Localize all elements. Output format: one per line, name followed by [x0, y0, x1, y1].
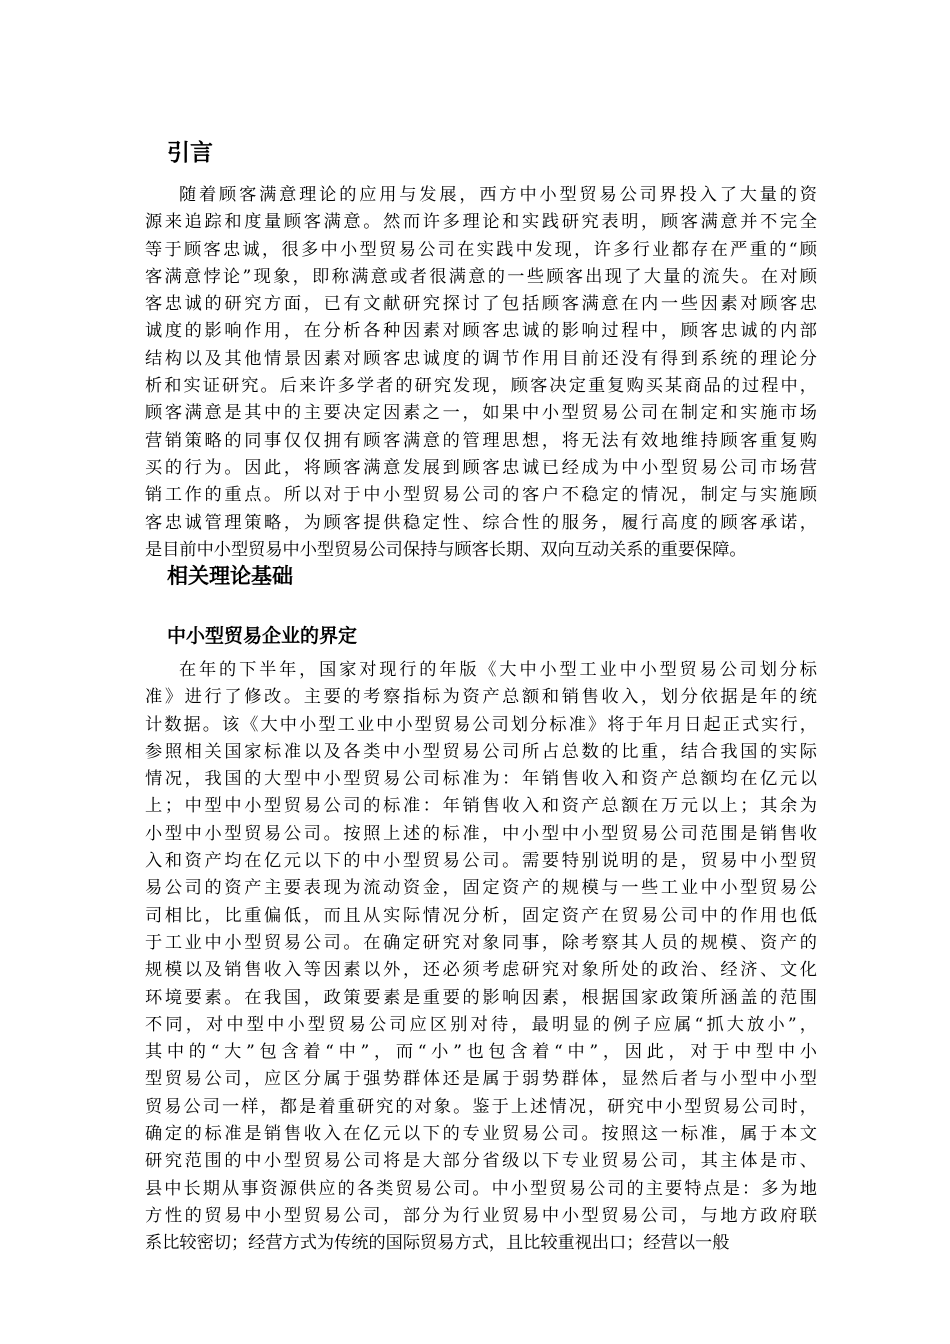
text-line: 客忠诚的研究方面，已有文献研究探讨了包括顾客满意在内一些因素对顾客忠 — [145, 294, 817, 315]
text-line: 其中的“大”包含着“中”，而“小”也包含着“中”，因此，对于中型中小 — [145, 1042, 817, 1063]
text-line: 准》进行了修改。主要的考察指标为资产总额和销售收入，划分依据是年的统 — [145, 687, 817, 708]
text-line: 型贸易公司，应区分属于强势群体还是属于弱势群体，显然后者与小型中小型 — [145, 1069, 817, 1090]
paragraph-introduction — [145, 182, 817, 564]
text-line: 县中长期从事资源供应的各类贸易公司。中小型贸易公司的主要特点是：多为地 — [145, 1178, 817, 1199]
text-line: 于工业中小型贸易公司。在确定研究对象同事，除考察其人员的规模、资产的 — [145, 932, 817, 953]
text-line: 随着顾客满意理论的应用与发展，西方中小型贸易公司界投入了大量的资 — [179, 185, 817, 205]
text-line: 结构以及其他情景因素对顾客忠诚度的调节作用目前还没有得到系统的理论分 — [145, 348, 817, 369]
text-line: 参照相关国家标准以及各类中小型贸易公司所占总数的比重，结合我国的实际 — [145, 741, 817, 762]
text-line: 客忠诚管理策略，为顾客提供稳定性、综合性的服务，履行高度的顾客承诺， — [145, 512, 817, 533]
text-line: 确定的标准是销售收入在亿元以下的专业贸易公司。按照这一标准，属于本文 — [145, 1124, 817, 1145]
text-line: 入和资产均在亿元以下的中小型贸易公司。需要特别说明的是，贸易中小型贸 — [145, 851, 817, 872]
text-line: 计数据。该《大中小型工业中小型贸易公司划分标准》将于年月日起正式实行， — [145, 714, 817, 735]
text-line: 上；中型中小型贸易公司的标准：年销售收入和资产总额在万元以上；其余为 — [145, 796, 817, 817]
text-line: 客满意悖论”现象，即称满意或者很满意的一些顾客出现了大量的流失。在对顾 — [145, 266, 817, 287]
text-line: 顾客满意是其中的主要决定因素之一，如果中小型贸易公司在制定和实施市场 — [145, 403, 817, 424]
text-line: 环境要素。在我国，政策要素是重要的影响因素，根据国家政策所涵盖的范围 — [145, 987, 817, 1008]
text-line: 在年的下半年，国家对现行的年版《大中小型工业中小型贸易公司划分标 — [179, 660, 817, 680]
text-line: 诚度的影响作用，在分析各种因素对顾客忠诚的影响过程中，顾客忠诚的内部 — [145, 321, 817, 342]
text-line: 规模以及销售收入等因素以外，还必须考虑研究对象所处的政治、经济、文化 — [145, 960, 817, 981]
text-line: 销工作的重点。所以对于中小型贸易公司的客户不稳定的情况，制定与实施顾 — [145, 485, 817, 506]
text-line: 情况，我国的大型中小型贸易公司标准为：年销售收入和资产总额均在亿元以 — [145, 769, 817, 790]
text-line: 系比较密切；经营方式为传统的国际贸易方式，且比较重视出口；经营以一般 — [145, 1233, 730, 1254]
text-line: 等于顾客忠诚，很多中小型贸易公司在实践中发现，许多行业都存在严重的“顾 — [145, 239, 817, 260]
text-line: 研究范围的中小型贸易公司将是大部分省级以下专业贸易公司，其主体是市、 — [145, 1151, 817, 1172]
text-line: 贸易公司一样，都是着重研究的对象。鉴于上述情况，研究中小型贸易公司时， — [145, 1096, 817, 1117]
text-line: 营销策略的同事仅仅拥有顾客满意的管理思想，将无法有效地维持顾客重复购 — [145, 430, 817, 451]
text-line: 是目前中小型贸易中小型贸易公司保持与顾客长期、双向互动关系的重要保障。 — [145, 539, 747, 560]
text-line: 方性的贸易中小型贸易公司，部分为行业贸易中小型贸易公司，与地方政府联 — [145, 1205, 817, 1226]
text-line: 小型中小型贸易公司。按照上述的标准，中小型中小型贸易公司范围是销售收 — [145, 823, 817, 844]
paragraph-definition — [145, 657, 817, 1258]
text-line: 不同，对中型中小型贸易公司应区别对待，最明显的例子应属“抓大放小”， — [145, 1014, 817, 1035]
heading-theory: 相关理论基础 — [167, 564, 293, 588]
text-line: 析和实证研究。后来许多学者的研究发现，顾客决定重复购买某商品的过程中， — [145, 376, 817, 397]
text-line: 司相比，比重偏低，而且从实际情况分析，固定资产在贸易公司中的作用也低 — [145, 905, 817, 926]
heading-definition: 中小型贸易企业的界定 — [167, 625, 358, 647]
text-line: 源来追踪和度量顾客满意。然而许多理论和实践研究表明，顾客满意并不完全 — [145, 212, 817, 233]
text-line: 买的行为。因此，将顾客满意发展到顾客忠诚已经成为中小型贸易公司市场营 — [145, 457, 817, 478]
text-line: 易公司的资产主要表现为流动资金，固定资产的规模与一些工业中小型贸易公 — [145, 878, 817, 899]
heading-introduction: 引言 — [167, 140, 213, 166]
